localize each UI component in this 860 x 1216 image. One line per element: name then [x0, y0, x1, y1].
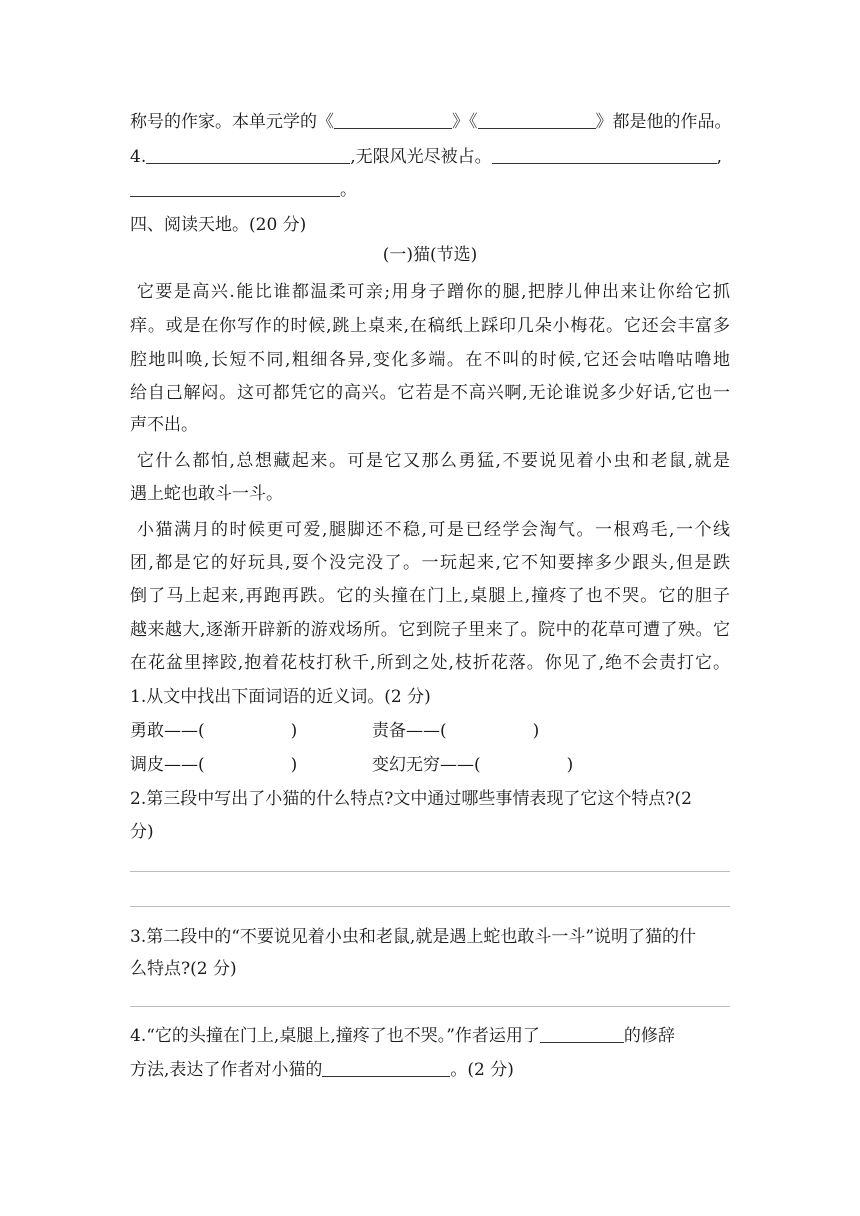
- passage-line: 小猫满月的时候更可爱,腿脚还不稳,可是已经学会淘气。一根鸡毛,一个线: [136, 520, 730, 540]
- passage-line: 痒。或是在你写作的时候,跳上桌来,在稿纸上踩印几朵小梅花。它还会丰富多: [130, 316, 730, 336]
- synonym-item: 变幻无穷——( ): [372, 755, 574, 775]
- synonym-item: 勇敢——( ): [130, 721, 298, 741]
- answer-line[interactable]: [130, 906, 730, 907]
- question-2-line2: 分): [130, 822, 154, 842]
- question-3-line1: 3.第二段中的“不要说见着小虫和老鼠,就是遇上蛇也敢斗一斗”说明了猫的什: [130, 927, 697, 947]
- synonym-item: 调皮——( ): [130, 755, 298, 775]
- passage-line: 团,都是它的好玩具,耍个没完没了。一玩起来,它不知要摔多少跟头,但是跌: [130, 553, 730, 573]
- answer-blank[interactable]: [492, 147, 717, 164]
- passage-title: (一)猫(节选): [382, 245, 478, 265]
- answer-blank[interactable]: [478, 112, 596, 129]
- answer-blank[interactable]: [322, 1060, 450, 1077]
- answer-line[interactable]: [130, 1006, 730, 1007]
- question-2-line1: 2.第三段中写出了小猫的什么特点?文中通过哪些事情表现了它这个特点?(2: [130, 789, 692, 809]
- question-1-prompt: 1.从文中找出下面词语的近义词。(2 分): [130, 687, 431, 707]
- section3-q4-line2: 。: [130, 180, 730, 200]
- passage-line: 越来越大,逐渐开辟新的游戏场所。它到院子里来了。院中的花草可遭了殃。它: [130, 620, 730, 640]
- passage-line: 给自己解闷。这可都凭它的高兴。它若是不高兴啊,无论谁说多少好话,它也一: [130, 383, 730, 403]
- passage-line: 倒了马上起来,再跑再跌。它的头撞在门上,桌腿上,撞疼了也不哭。它的胆子: [130, 586, 730, 606]
- passage-line: 声不出。: [130, 415, 198, 435]
- synonym-item: 责备——( ): [372, 721, 540, 741]
- passage-line: 腔地叫唤,长短不同,粗细各异,变化多端。在不叫的时候,它还会咕噜咕噜地: [130, 350, 730, 370]
- section3-line-works: 称号的作家。本单元学的《 》《 》都是他的作品。: [130, 112, 732, 132]
- question-3-line2: 么特点?(2 分): [130, 959, 237, 979]
- answer-blank[interactable]: [146, 147, 350, 164]
- question-4-line2: 方法,表达了作者对小猫的 。(2 分): [130, 1060, 514, 1080]
- passage-line: 在花盆里摔跤,抱着花枝打秋千,所到之处,枝折花落。你见了,绝不会责打它。: [130, 653, 730, 673]
- passage-line: 它要是高兴.能比谁都温柔可亲;用身子蹭你的腿,把脖儿伸出来让你给它抓: [136, 282, 730, 302]
- passage-line: 它什么都怕,总想藏起来。可是它又那么勇猛,不要说见着小虫和老鼠,就是: [136, 451, 730, 471]
- passage-line: 遇上蛇也敢斗一斗。: [130, 484, 283, 504]
- section4-heading: 四、阅读天地。(20 分): [130, 215, 307, 235]
- answer-blank[interactable]: [334, 112, 452, 129]
- answer-blank[interactable]: [130, 180, 340, 197]
- question-4-line1: 4.“它的头撞在门上,桌腿上,撞疼了也不哭。”作者运用了 的修辞: [130, 1026, 675, 1046]
- section3-q4-line1: 4. ,无限风光尽被占。 ,: [130, 147, 723, 167]
- answer-blank[interactable]: [540, 1026, 624, 1043]
- answer-line[interactable]: [130, 871, 730, 872]
